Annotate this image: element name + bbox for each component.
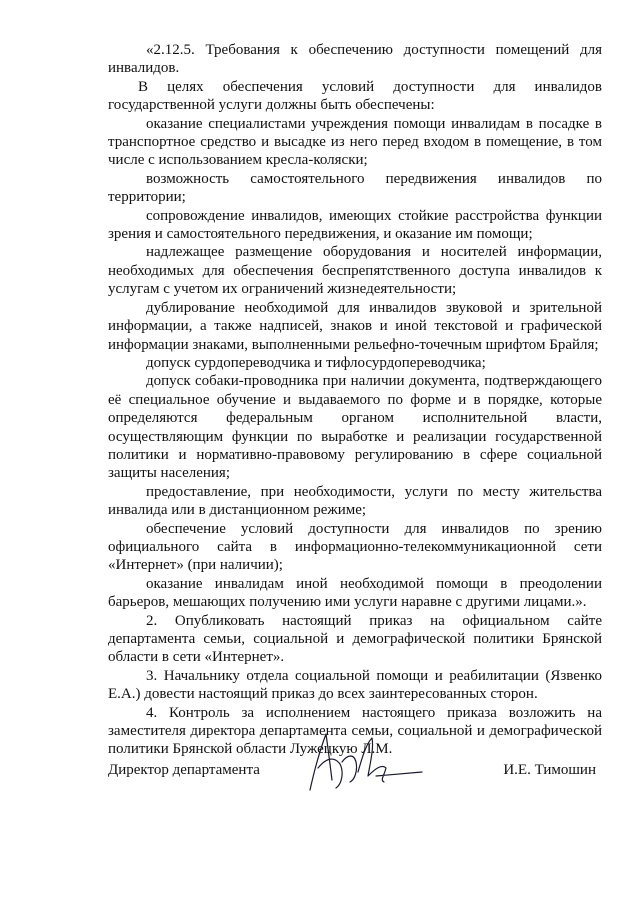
signatory-name: И.Е. Тимошин	[503, 762, 596, 778]
paragraph-escort: сопровождение инвалидов, имеющих стойкие расстройства функции зрения и самостоятельного передвижения, и оказание им помощи;	[108, 207, 602, 243]
document-body	[108, 41, 602, 759]
paragraph-other-assistance: оказание инвалидам иной необходимой помощи в преодолении барьеров, мешающих получению ими услуги наравне с другими лицами.».	[108, 575, 602, 611]
paragraph-equipment-placement: надлежащее размещение оборудования и носителей информации, необходимых для обеспечения беспрепятственного доступа инвалидов к услугам с учетом их ограничений жизнедеятельности;	[108, 244, 602, 298]
paragraph-independent-movement: возможность самостоятельного передвижения инвалидов по территории;	[108, 170, 602, 206]
paragraph-interpreters: допуск сурдопереводчика и тифлосурдопереводчика;	[146, 354, 486, 371]
paragraph-item-4-control: 4. Контроль за исполнением настоящего приказа возложить на заместителя директора департамента семьи, социальной и демографической политики Брянской области Лужецкую Л.М.	[108, 704, 602, 758]
paragraph-item-2-publish: 2. Опубликовать настоящий приказ на официальном сайте департамента семьи, социальной и демографической политики Брянской области в сети «Интернет».	[108, 612, 602, 666]
paragraph-website-accessibility: обеспечение условий доступности для инвалидов по зрению официального сайта в информационно-телекоммуникационной сети «Интернет» (при наличии);	[108, 520, 602, 574]
paragraph-duplication-braille: дублирование необходимой для инвалидов звуковой и зрительной информации, а также надписей, знаков и иной текстовой и графической информации знаками, выполненными рельефно-точечным шрифтом Брайля;	[108, 299, 602, 353]
paragraph-home-service: предоставление, при необходимости, услуги по месту жительства инвалида или в дистанционном режиме;	[108, 483, 602, 519]
paragraph-item-3-notify: 3. Начальнику отдела социальной помощи и реабилитации (Язвенко Е.А.) довести настоящий приказ до всех заинтересованных сторон.	[108, 667, 602, 703]
paragraph-accessibility-intro: В целях обеспечения условий доступности для инвалидов государственной услуги должны быть обеспечены:	[108, 78, 602, 114]
paragraph-guide-dog: допуск собаки-проводника при наличии документа, подтверждающего её специальное обучение и выдаваемого по форме и в порядке, которые определяются федеральным органом исполнительной власти, осуществляющим функции по выработке и реализации государственной политики и нормативно-правовому регулированию в сфере социальной защиты населения;	[108, 373, 602, 482]
paragraph-2-12-5-heading: «2.12.5. Требования к обеспечению доступности помещений для инвалидов.	[108, 42, 602, 77]
paragraph-boarding-assistance: оказание специалистами учреждения помощи инвалидам в посадке в транспортное средство и высадке из него перед входом в помещение, в том числе с использованием кресла-коляски;	[108, 115, 602, 169]
handwritten-signature	[296, 728, 426, 798]
signature-block	[108, 762, 602, 822]
signatory-title: Директор департамента	[108, 762, 260, 778]
